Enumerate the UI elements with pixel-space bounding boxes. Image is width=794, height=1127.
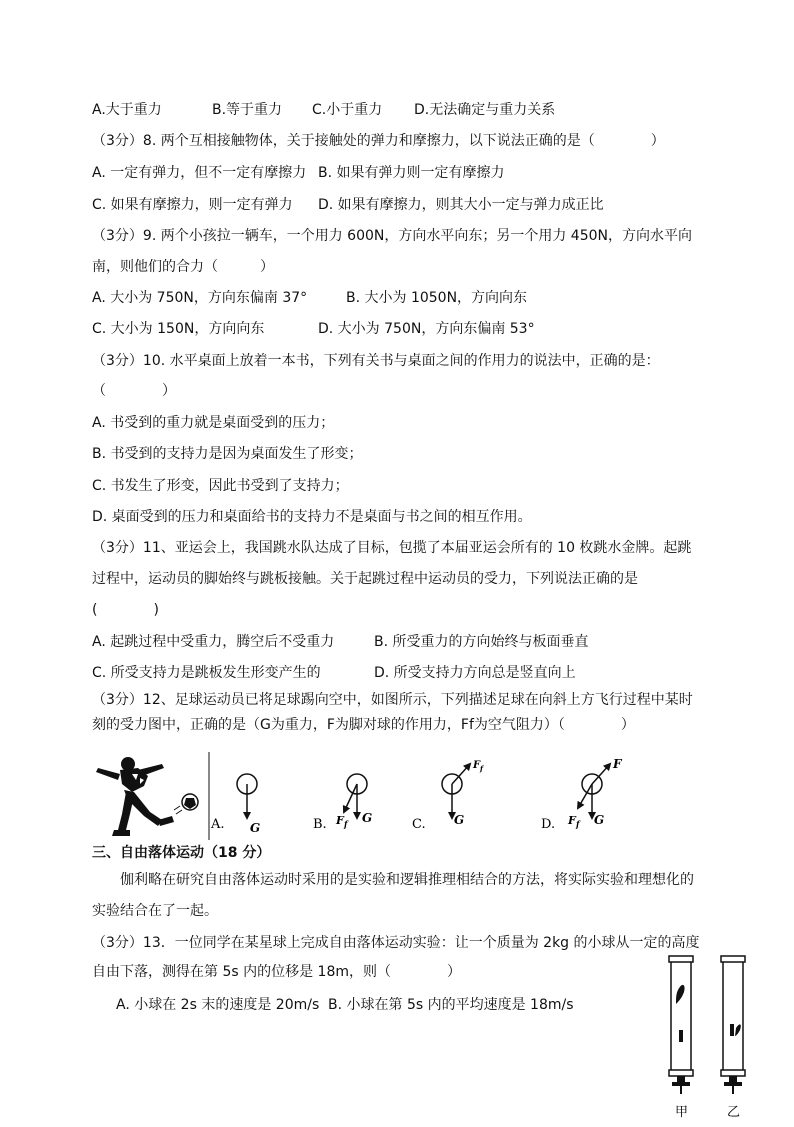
q11-stem-line1: （3分）11、亚运会上，我国跳水队达成了目标，包揽了本届亚运会所有的 10 枚跳水金牌。起跳 bbox=[92, 540, 692, 556]
tube-jia bbox=[669, 956, 693, 1120]
q11-option-a: A. 起跳过程中受重力，腾空后不受重力 bbox=[92, 634, 335, 650]
diagram-b-label: B. bbox=[313, 817, 327, 832]
q10-option-a: A. 书受到的重力就是桌面受到的压力； bbox=[92, 415, 335, 431]
q10-stem-line1: （3分）10. 水平桌面上放着一本书，下列有关书与桌面之间的作用力的说法中，正确的是： bbox=[92, 353, 660, 369]
q7-option-c: C.小于重力 bbox=[312, 102, 383, 118]
q7-option-a: A.大于重力 bbox=[92, 102, 162, 118]
diagram-d-ff-subscript: f bbox=[576, 819, 580, 829]
q11-option-b: B. 所受重力的方向始终与板面垂直 bbox=[374, 634, 589, 650]
tube-right-label: 乙 bbox=[727, 1105, 741, 1120]
q11-option-d: D. 所受支持力方向总是竖直向上 bbox=[374, 665, 576, 681]
diagram-d bbox=[541, 757, 623, 832]
diagram-a-label: A. bbox=[211, 817, 225, 832]
diagram-b bbox=[313, 774, 372, 832]
free-fall-tubes-figure bbox=[664, 952, 764, 1123]
soccer-player-illustration bbox=[96, 757, 174, 836]
q9-option-c: C. 大小为 150N，方向向东 bbox=[92, 321, 265, 337]
force-diagram-figure bbox=[92, 750, 652, 840]
coin-icon bbox=[730, 1024, 734, 1036]
q8-option-b: B. 如果有弹力则一定有摩擦力 bbox=[318, 165, 505, 181]
q12-stem-line1: （3分）12、足球运动员已将足球踢向空中，如图所示，下列描述足球在向斜上方飞行过程中某时 bbox=[92, 692, 693, 708]
section-3-title: 三、自由落体运动（18 分） bbox=[92, 845, 271, 861]
q12-figure bbox=[92, 750, 652, 840]
q12-stem-line2: 刻的受力图中，正确的是（G为重力，F为脚对球的作用力，Ff为空气阻力）（ ） bbox=[92, 717, 635, 733]
diagram-b-ff-subscript: f bbox=[344, 819, 348, 829]
section-3-intro-line2: 实验结合在了一起。 bbox=[92, 903, 218, 919]
q11-stem-line3: ( ) bbox=[92, 602, 159, 618]
q9-stem-line2: 南，则他们的合力（ ） bbox=[92, 259, 274, 275]
q13-option-a: A. 小球在 2s 末的速度是 20m/s bbox=[116, 997, 320, 1013]
diagram-d-g-label: G bbox=[594, 813, 605, 827]
diagram-b-ff-label: F bbox=[336, 814, 344, 827]
tube-left-label: 甲 bbox=[675, 1105, 689, 1120]
q8-option-d: D. 如果有摩擦力，则其大小一定与弹力成正比 bbox=[318, 197, 604, 213]
q13-option-b: B. 小球在第 5s 内的平均速度是 18m/s bbox=[328, 997, 574, 1013]
q13-stem-line2: 自由下落，测得在第 5s 内的位移是 18m，则（ ） bbox=[92, 964, 462, 980]
q9-stem-line1: （3分）9. 两个小孩拉一辆车，一个用力 600N，方向水平向东；另一个用力 450N，方向水平向 bbox=[92, 228, 693, 244]
q8-stem: （3分）8. 两个互相接触物体，关于接触处的弹力和摩擦力，以下说法正确的是（ ） bbox=[92, 133, 665, 149]
q10-option-c: C. 书发生了形变，因此书受到了支持力； bbox=[92, 478, 349, 494]
soccer-ball-icon bbox=[182, 794, 198, 810]
diagram-a bbox=[210, 774, 260, 835]
q11-option-c: C. 所受支持力是跳板发生形变产生的 bbox=[92, 665, 321, 681]
q8-option-a: A. 一定有弹力，但不一定有摩擦力 bbox=[92, 165, 307, 181]
diagram-c-ff-subscript: f bbox=[480, 764, 484, 773]
diagram-d-f-label: F bbox=[613, 757, 622, 771]
q9-option-b: B. 大小为 1050N，方向向东 bbox=[346, 290, 528, 306]
q11-stem-line2: 过程中，运动员的脚始终与跳板接触。关于起跳过程中运动员的受力，下列说法正确的是 bbox=[92, 571, 638, 587]
valve-handle bbox=[672, 1082, 690, 1086]
coin-icon bbox=[679, 1030, 683, 1042]
q8-option-c: C. 如果有摩擦力，则一定有弹力 bbox=[92, 197, 293, 213]
q10-option-d: D. 桌面受到的压力和桌面给书的支持力不是桌面与书之间的相互作用。 bbox=[92, 509, 532, 525]
diagram-c bbox=[412, 760, 485, 832]
q10-stem-line2: （ ） bbox=[92, 383, 176, 399]
tube-yi bbox=[721, 956, 745, 1120]
q7-option-d: D.无法确定与重力关系 bbox=[414, 102, 556, 118]
q10-option-b: B. 书受到的支持力是因为桌面发生了形变； bbox=[92, 446, 363, 462]
diagram-c-label: C. bbox=[412, 817, 426, 832]
tubes-svg bbox=[664, 952, 764, 1123]
diagram-d-ff-label: F bbox=[568, 814, 576, 827]
motion-lines bbox=[174, 806, 182, 814]
valve-handle bbox=[724, 1082, 742, 1086]
diagram-c-ff-label: F bbox=[473, 760, 481, 771]
diagram-d-label: D. bbox=[541, 817, 556, 832]
diagram-b-g-label: G bbox=[362, 811, 373, 825]
q7-option-b: B.等于重力 bbox=[212, 102, 283, 118]
q9-option-d: D. 大小为 750N，方向东偏南 53° bbox=[318, 321, 535, 337]
diagram-a-g-label: G bbox=[250, 821, 261, 835]
diagram-c-g-label: G bbox=[454, 813, 465, 827]
section-3-intro-line1: 伽利略在研究自由落体运动时采用的是实验和逻辑推理相结合的方法，将实际实验和理想化的 bbox=[120, 872, 694, 888]
q9-option-a: A. 大小为 750N，方向东偏南 37° bbox=[92, 290, 308, 306]
q13-stem-line1: （3分）13．一位同学在某星球上完成自由落体运动实验：让一个质量为 2kg 的小球从一定的高度 bbox=[92, 935, 700, 951]
